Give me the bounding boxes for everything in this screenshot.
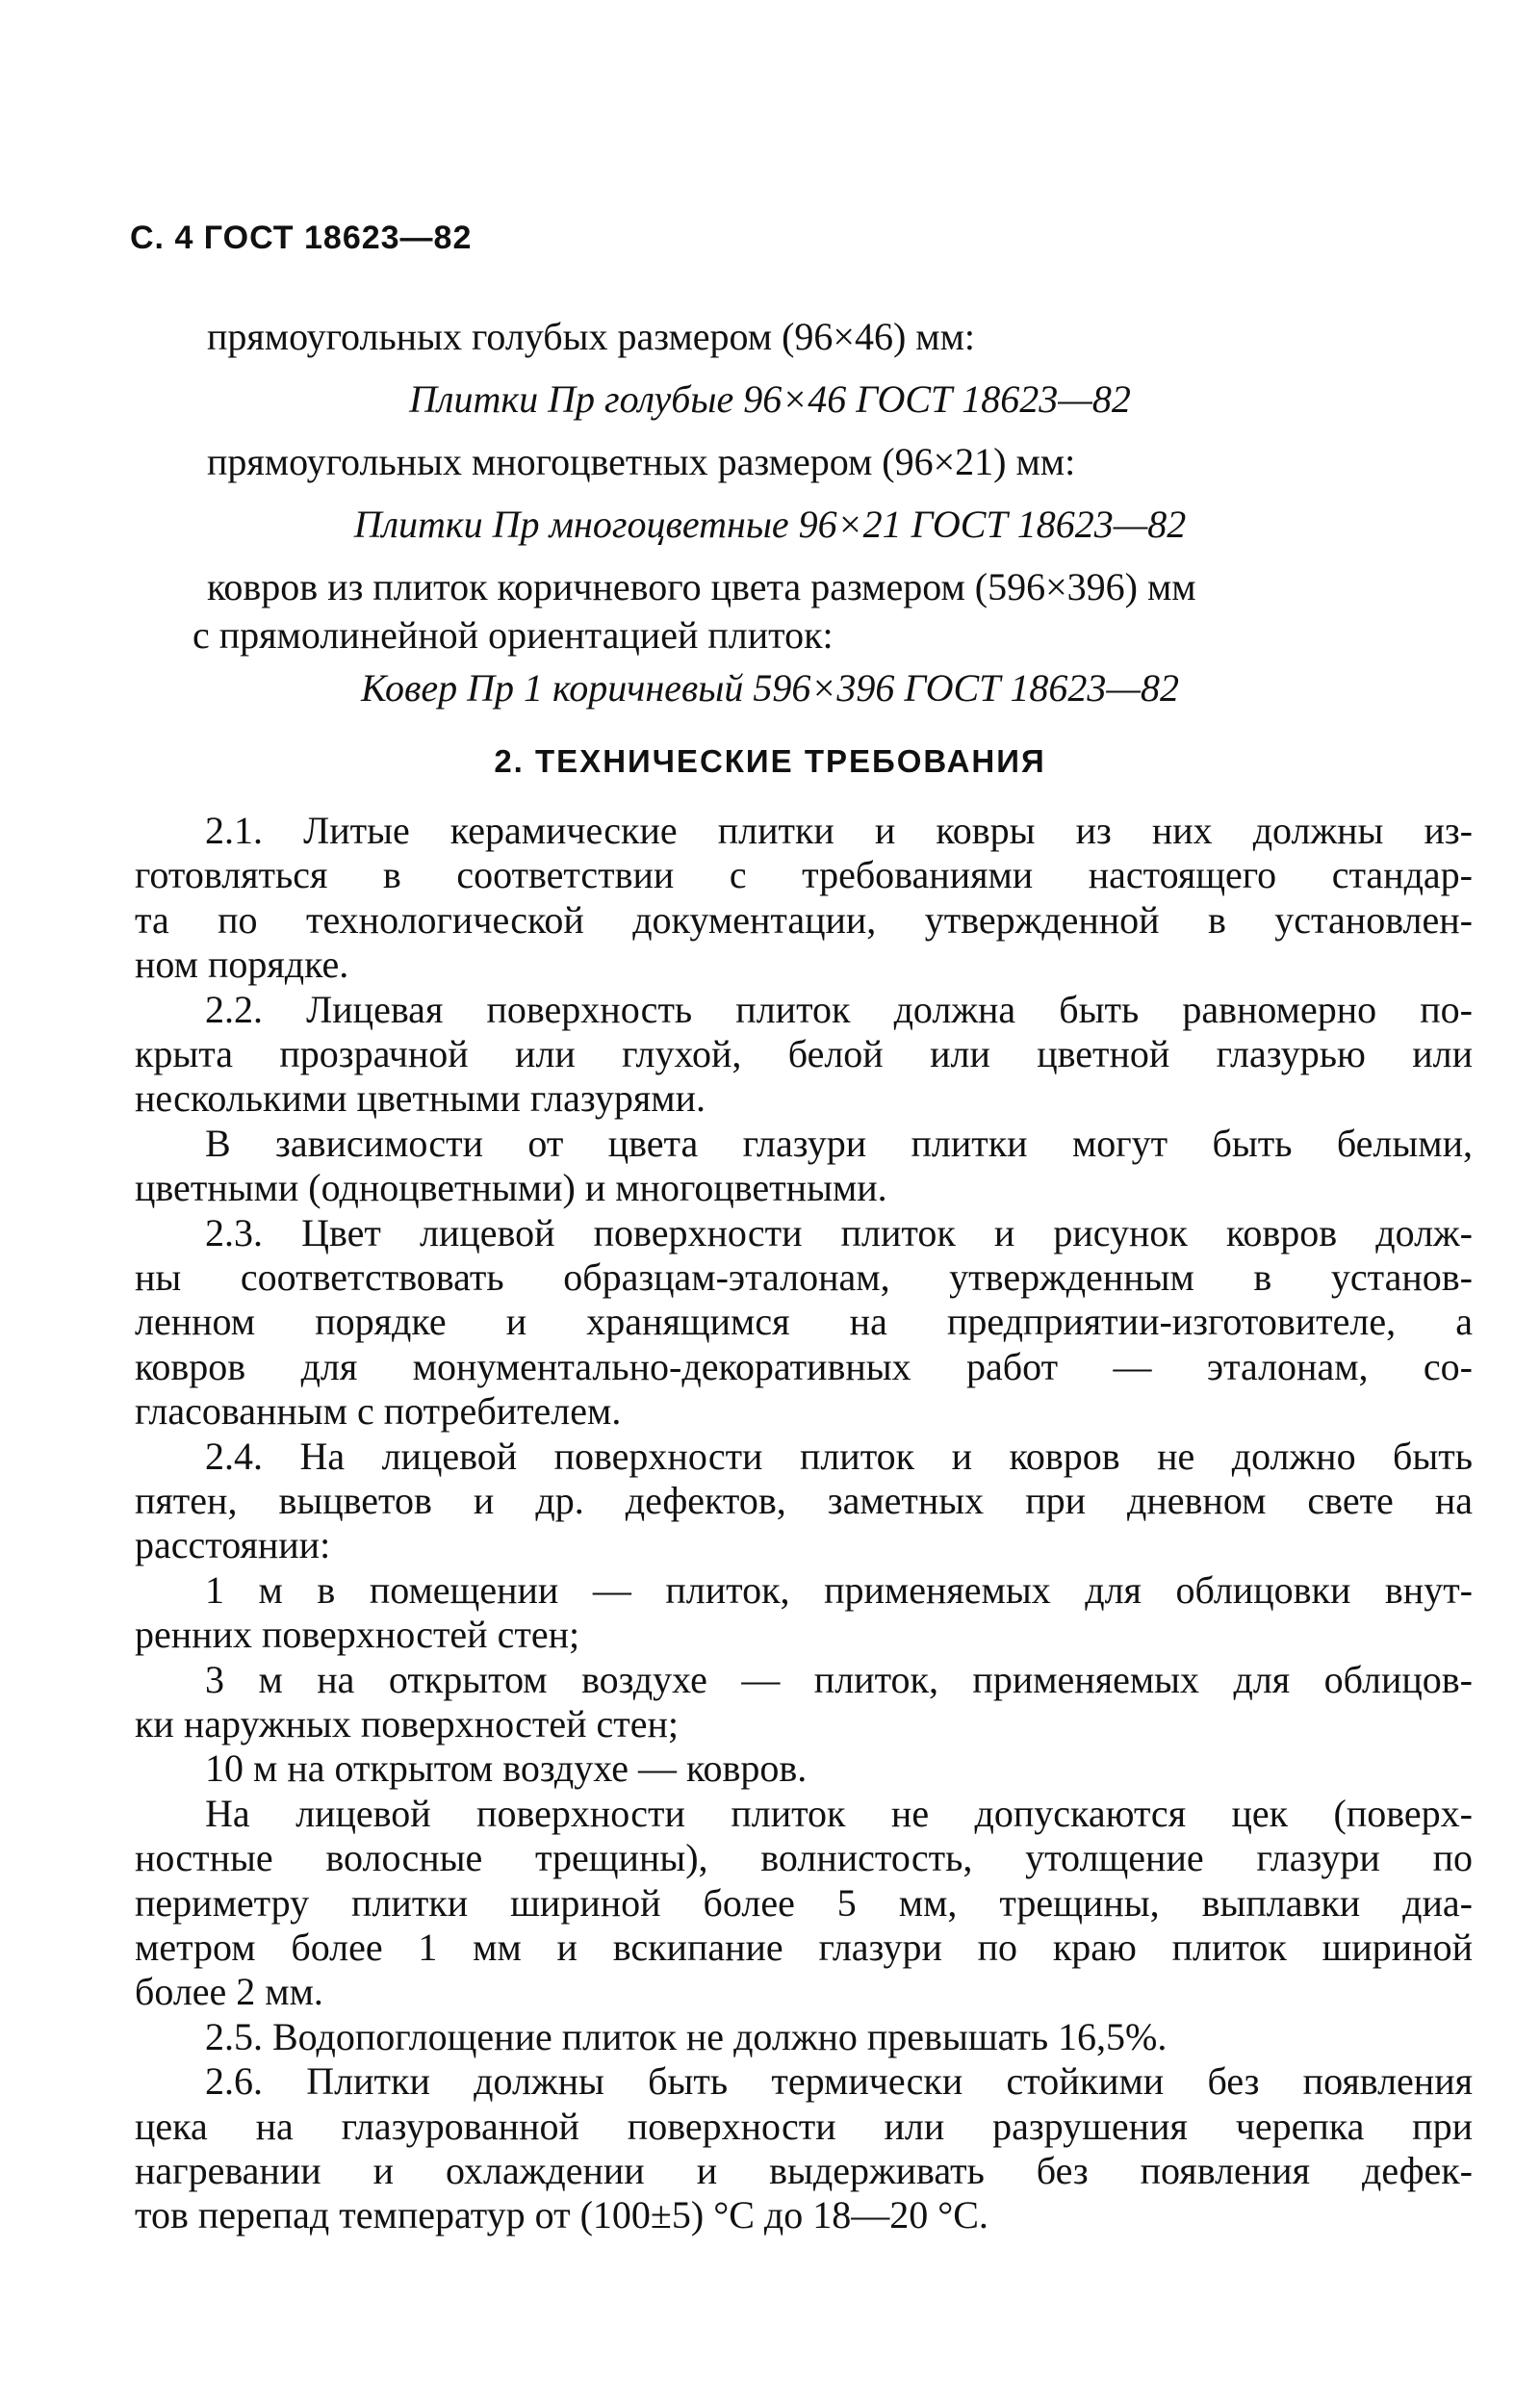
page-header: С. 4 ГОСТ 18623—82 (130, 220, 473, 256)
intro-line: с прямолинейной ориентацией плиток: (192, 613, 834, 657)
text-line: гласованным с потребителем. (135, 1389, 622, 1433)
text-line: ки наружных поверхностей стен; (135, 1702, 679, 1746)
text-line: пятен, выцветов и др. дефектов, заметных при дневном свете на (135, 1479, 1473, 1522)
text-line: 10 м на открытом воздухе — ковров. (205, 1746, 808, 1790)
section-title: 2. ТЕХНИЧЕСКИЕ ТРЕБОВАНИЯ (494, 743, 1046, 779)
text-line: 2.6. Плитки должны быть термически стойкими без появления (205, 2059, 1473, 2103)
designation-example: Плитки Пр голубые 96×46 ГОСТ 18623—82 (409, 377, 1131, 421)
text-line: 1 м в помещении — плиток, применяемых для облицовки внут- (205, 1568, 1473, 1612)
text-line: ленном порядке и хранящимся на предприятии-изготовителе, а (135, 1300, 1473, 1343)
text-line: 2.1. Литые керамические плитки и ковры из них должны из- (205, 809, 1473, 852)
text-line: ностные волосные трещины), волнистость, утолщение глазури по (135, 1836, 1473, 1879)
text-line: та по технологической документации, утвержденной в установлен- (135, 898, 1473, 942)
text-line: 2.5. Водопоглощение плиток не должно превышать 16,5%. (205, 2015, 1168, 2058)
text-line: ны соответствовать образцам-эталонам, утвержденным в установ- (135, 1255, 1473, 1299)
text-line: 2.2. Лицевая поверхность плиток должна быть равномерно по- (205, 988, 1473, 1031)
text-line: цека на глазурованной поверхности или разрушения черепка при (135, 2105, 1473, 2148)
intro-line: ковров из плиток коричневого цвета размером (596×396) мм (207, 565, 1196, 608)
text-line: нагревании и охлаждении и выдерживать без появления дефек- (135, 2149, 1473, 2192)
text-line: 2.3. Цвет лицевой поверхности плиток и рисунок ковров долж- (205, 1211, 1473, 1254)
text-line: тов перепад температур от (100±5) °С до 18—20 °С. (135, 2193, 988, 2237)
text-line: несколькими цветными глазурями. (135, 1076, 706, 1120)
text-line: более 2 мм. (135, 1970, 323, 2013)
text-line: периметру плитки шириной более 5 мм, трещины, выплавки диа- (135, 1881, 1473, 1925)
text-line: цветными (одноцветными) и многоцветными. (135, 1166, 887, 1209)
designation-example: Ковер Пр 1 коричневый 596×396 ГОСТ 18623—82 (361, 666, 1179, 710)
text-line: На лицевой поверхности плиток не допускаются цек (поверх- (205, 1792, 1473, 1835)
intro-line: прямоугольных многоцветных размером (96×21) мм: (207, 440, 1076, 483)
text-line: готовляться в соответствии с требованиями настоящего стандар- (135, 853, 1473, 896)
text-line: 2.4. На лицевой поверхности плиток и ковров не должно быть (205, 1435, 1473, 1478)
designation-example: Плитки Пр многоцветные 96×21 ГОСТ 18623—82 (353, 503, 1187, 546)
text-line: ковров для монументально-декоративных работ — эталонам, со- (135, 1345, 1473, 1388)
text-line: расстоянии: (135, 1523, 331, 1566)
text-line: крыта прозрачной или глухой, белой или цветной глазурью или (135, 1032, 1473, 1075)
text-line: 3 м на открытом воздухе — плиток, применяемых для облицов- (205, 1658, 1473, 1701)
text-line: В зависимости от цвета глазури плитки могут быть белыми, (205, 1122, 1473, 1165)
text-line: метром более 1 мм и вскипание глазури по краю плиток шириной (135, 1926, 1473, 1969)
text-line: ренних поверхностей стен; (135, 1613, 580, 1656)
intro-line: прямоугольных голубых размером (96×46) мм: (207, 315, 976, 358)
text-line: ном порядке. (135, 943, 349, 986)
